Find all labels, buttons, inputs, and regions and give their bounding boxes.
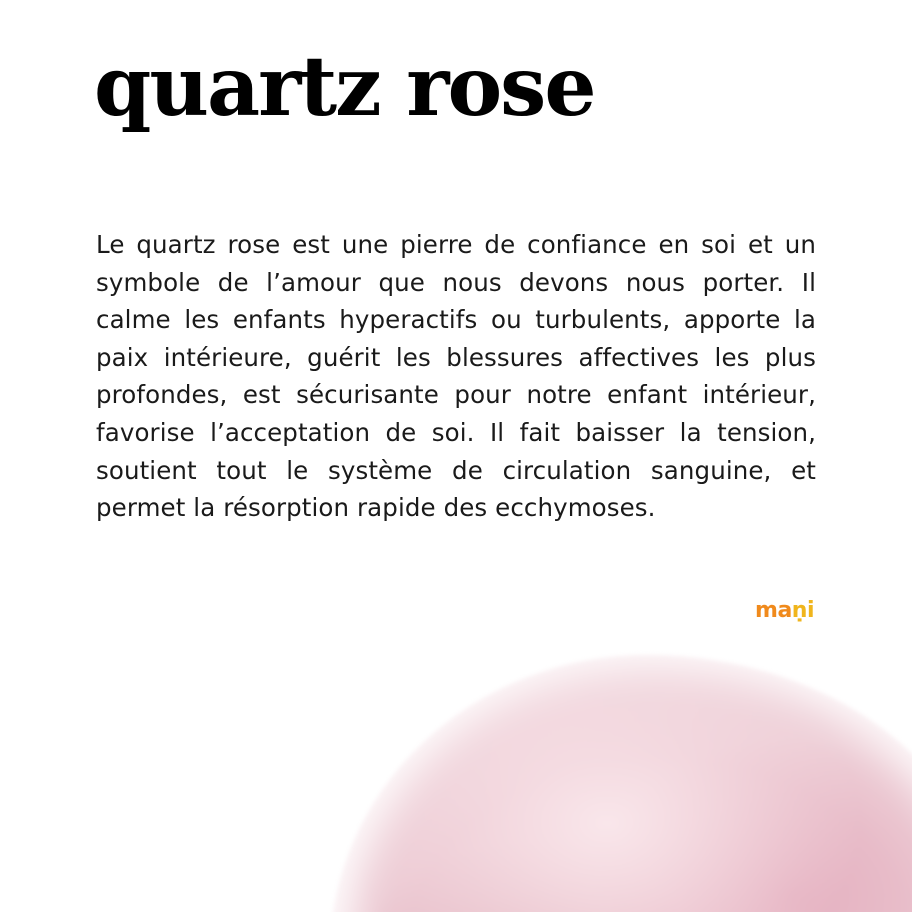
brand-logo <box>755 600 814 622</box>
page-title: quartz rose <box>94 39 595 135</box>
brand-logo-part-b: ṇi <box>791 598 814 623</box>
brand-logo-part-a: ma <box>755 598 792 623</box>
rose-quartz-stone-image <box>330 655 912 912</box>
description-text: Le quartz rose est une pierre de confiance en soi et un symbole de l’amour que nous devons nous porter. Il calme les enfants hyperactifs ou turbulents, apporte la paix intérieure, guérit les blessures affectives les plus profondes, est sécurisante pour notre enfant intérieur, favorise l’acceptation de soi. Il fait baisser la tension, soutient tout le système de circulation sanguine, et permet la résorption rapide des ecchymoses. <box>96 230 816 523</box>
